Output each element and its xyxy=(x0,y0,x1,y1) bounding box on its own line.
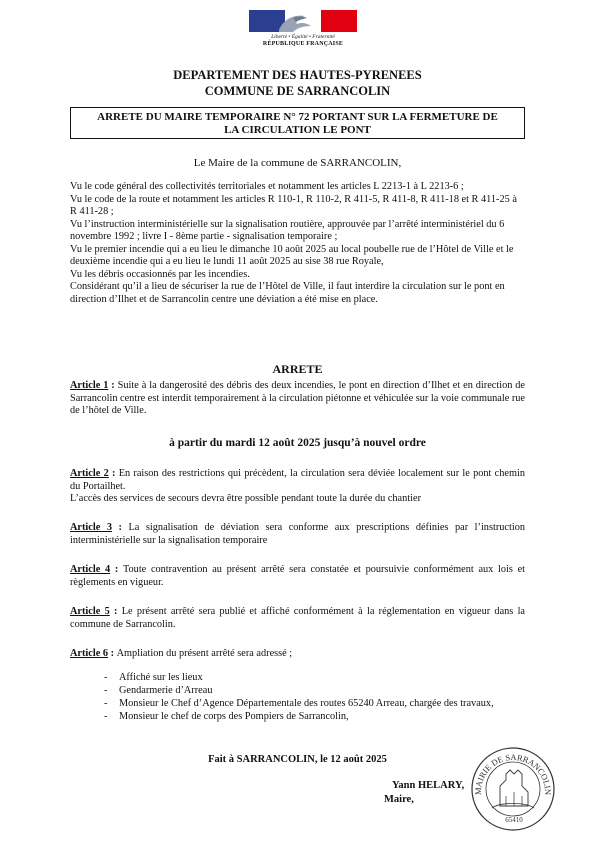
list-item: - Gendarmerie d’Arreau xyxy=(100,685,525,698)
article-sep: : xyxy=(111,522,129,533)
article-sep: : xyxy=(109,606,122,617)
article-text: Suite à la dangerosité des débris des deux incendies, le pont en direction d’Ilhet et en direction de Sarrancolin centre est interdit temporairement à la circulation piétonne et véhiculée sur la voie communale rue de l’hôtel de Ville. xyxy=(70,380,526,416)
marianne-logo-icon xyxy=(249,10,357,32)
effective-date: à partir du mardi 12 août 2025 jusqu’à nouvel ordre xyxy=(169,437,426,449)
article-label: Article 6 xyxy=(70,648,109,659)
arrete-title-line1: ARRETE DU MAIRE TEMPORAIRE N° 72 PORTANT SUR LA FERMETURE DE xyxy=(97,111,498,123)
article-sep: : xyxy=(110,564,123,575)
article-label: Article 3 xyxy=(70,522,112,533)
list-item: - Monsieur le chef de corps des Pompiers de Sarrancolin, xyxy=(100,711,525,724)
article-2 xyxy=(70,468,525,506)
signer-role: Maire, xyxy=(384,794,414,805)
mairie-seal-icon xyxy=(470,746,556,832)
list-item: - Affiché sur les lieux xyxy=(100,672,525,685)
fait-a-line: Fait à SARRANCOLIN, le 12 août 2025 xyxy=(208,754,387,765)
article-label: Article 5 xyxy=(70,606,110,617)
considerant-paragraph: Considérant qu’il a lieu de sécuriser la rue de l’Hôtel de Ville, il faut interdire la circulation sur le pont en direction d’Ilhet et de Sarrancolin centre une déviation a été mise en place. xyxy=(70,281,505,305)
vu-paragraph: Vu le code de la route et notamment les articles R 110-1, R 110-2, R 411-5, R 411-8, R 411-18 et R 411-25 à R 411-28 ; xyxy=(70,193,517,217)
vu-section xyxy=(70,181,525,306)
article-label: Article 4 xyxy=(70,564,111,575)
article-4 xyxy=(70,564,525,589)
arrete-title-line2: LA CIRCULATION LE PONT xyxy=(224,124,371,136)
maire-line: Le Maire de la commune de SARRANCOLIN, xyxy=(193,157,402,169)
article-text: La signalisation de déviation sera conforme aux prescriptions définies par l’instruction interministérielle sur la signalisation temporaire xyxy=(70,522,525,546)
article-sep: : xyxy=(108,648,117,659)
article-label: Article 1 xyxy=(70,380,109,391)
vu-paragraph: Vu le code général des collectivités territoriales et notamment les articles L 2213-1 à L 2213-6 ; xyxy=(70,181,464,192)
vu-paragraph: Vu les débris occasionnés par les incendies. xyxy=(70,268,250,280)
republic-logo xyxy=(248,10,358,47)
distribution-list xyxy=(100,672,525,724)
article-sep: : xyxy=(108,468,119,479)
republic-motto: Liberté • Égalité • Fraternité xyxy=(271,34,335,40)
seal-postcode: 65410 xyxy=(505,816,523,824)
commune-title: COMMUNE DE SARRANCOLIN xyxy=(204,84,391,98)
article-1 xyxy=(70,380,525,418)
signature-block xyxy=(384,779,464,807)
list-item: - Monsieur le Chef d’Agence Départementale des routes 65240 Arreau, chargée des travaux, xyxy=(100,698,525,711)
arrete-heading: ARRETE xyxy=(272,362,323,376)
article-5 xyxy=(70,606,525,631)
article-3 xyxy=(70,522,525,547)
article-text: Toute contravention au présent arrêté sera constatée et poursuivie conformément aux lois et règlements en vigueur. xyxy=(70,564,526,588)
department-title: DEPARTEMENT DES HAUTES-PYRENEES xyxy=(173,68,422,82)
signer-name: Yann HELARY, xyxy=(392,780,465,791)
article-text: En raison des restrictions qui précèdent, la circulation sera déviée localement sur le pont chemin du Portailhet. xyxy=(70,468,525,492)
article-6 xyxy=(70,648,525,661)
vu-paragraph: Vu le premier incendie qui a eu lieu le dimanche 10 août 2025 au local poubelle rue de l’Hôtel de Ville et le deuxième incendie qui a eu lieu le lundi 11 août 2025 au sise 38 rue Royale, xyxy=(70,243,514,267)
republic-name: RÉPUBLIQUE FRANÇAISE xyxy=(262,41,344,47)
article-label: Article 2 xyxy=(70,468,109,479)
article-sep: : xyxy=(108,380,118,391)
vu-paragraph: Vu l’instruction interministérielle sur la signalisation routière, approuvée par l’arrêté interministériel du 6 novembre 1992 ; livre I - 8ème partie - signalisation temporaire ; xyxy=(70,218,505,242)
seal-text: MAIRIE DE SARRANCOLIN xyxy=(472,751,554,796)
arrete-title-box xyxy=(70,107,525,139)
article-text: Ampliation du présent arrêté sera adressé ; xyxy=(116,648,293,659)
article-text: L’accès des services de secours devra être possible pendant toute la durée du chantier xyxy=(70,493,421,504)
article-text: Le présent arrêté sera publié et affiché conformément à la réglementation en vigueur dans la commune de Sarrancolin. xyxy=(70,606,526,630)
